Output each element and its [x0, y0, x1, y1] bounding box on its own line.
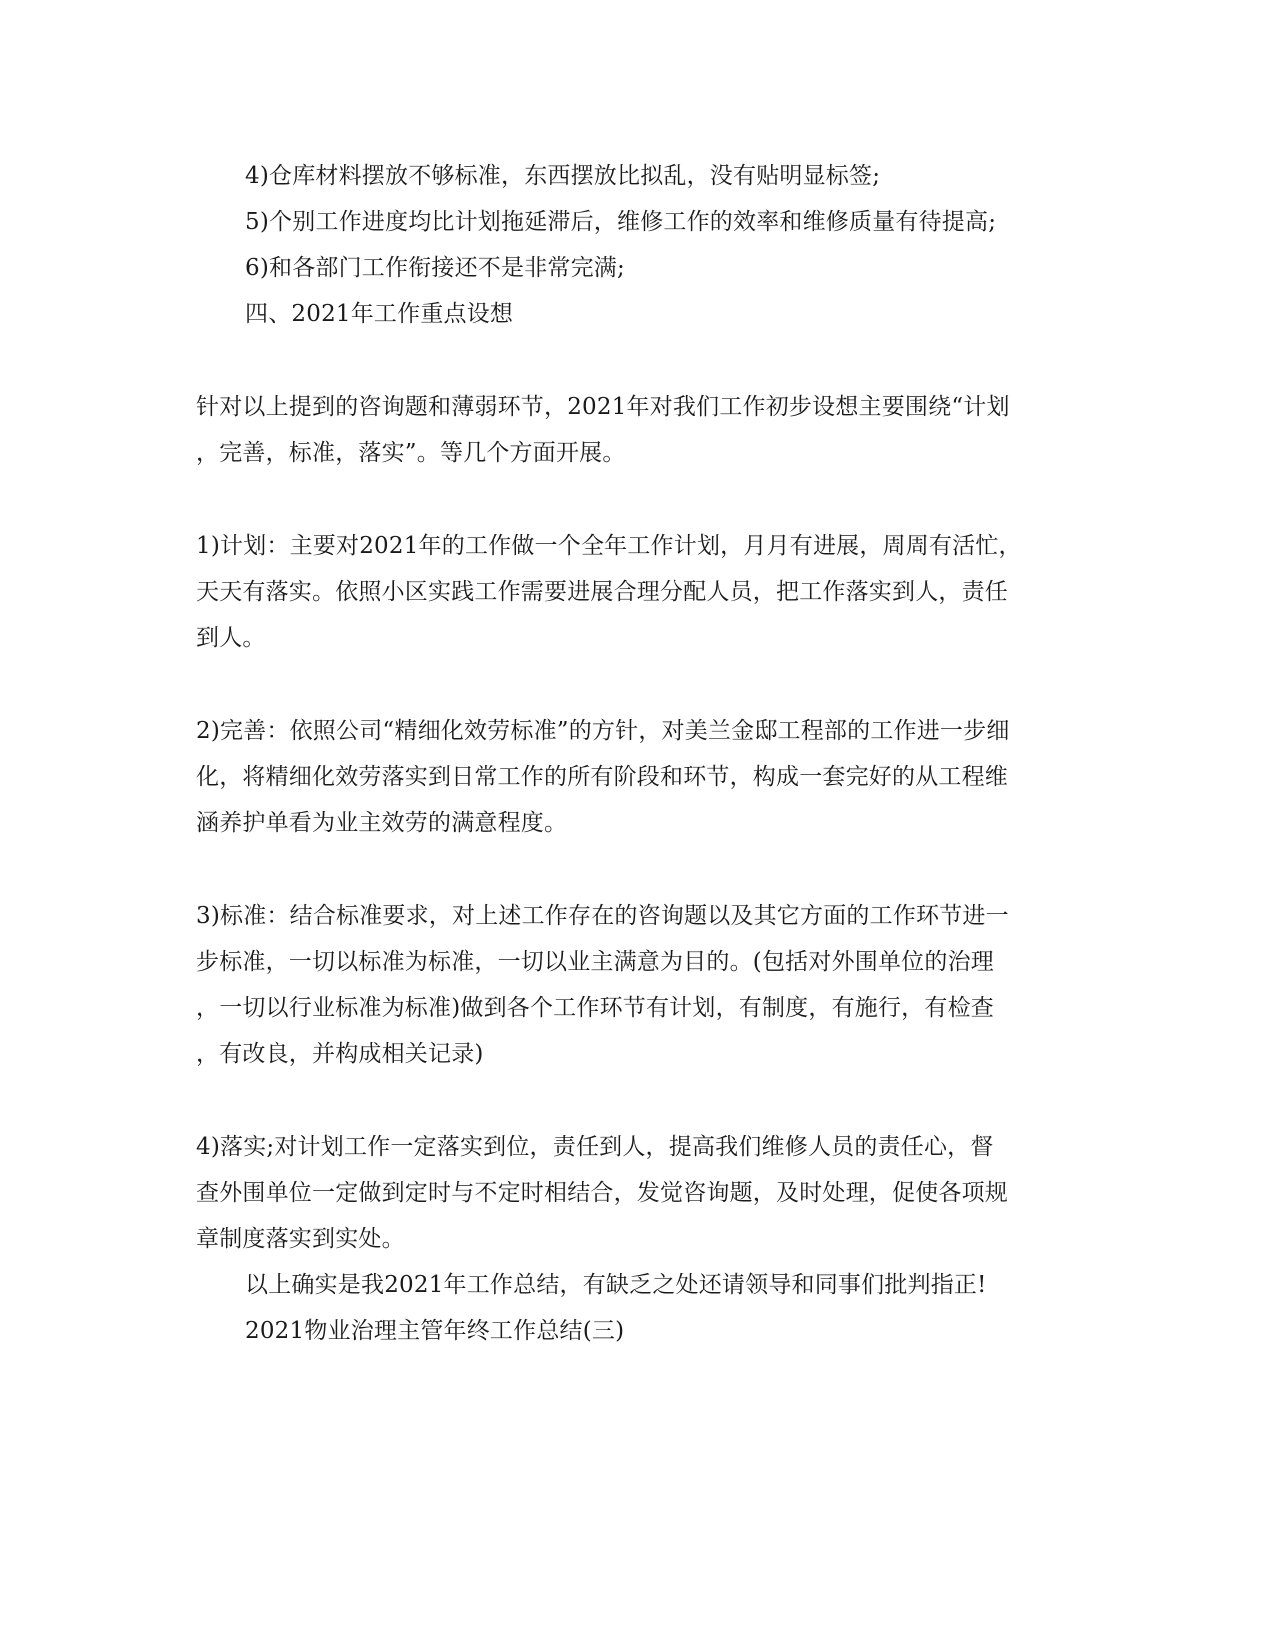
closing-statement: 以上确实是我2021年工作总结，有缺乏之处还请领导和同事们批判指正!: [245, 1272, 987, 1298]
plan-paragraph-line-1: 1)计划：主要对2021年的工作做一个全年工作计划，月月有进展，周周有活忙，: [196, 533, 1022, 559]
list-item-6-coordination: 6)和各部门工作衔接还不是非常完满;: [245, 255, 625, 281]
plan-paragraph-line-3: 到人。: [196, 625, 266, 651]
improve-paragraph-line-3: 涵养护单看为业主效劳的满意程度。: [196, 810, 568, 836]
list-item-4-warehouse: 4)仓库材料摆放不够标准，东西摆放比拟乱，没有贴明显标签;: [245, 163, 881, 189]
next-section-title: 2021物业治理主管年终工作总结(三): [245, 1318, 625, 1344]
standard-paragraph-line-4: ，有改良，并构成相关记录): [196, 1041, 484, 1067]
improve-paragraph-line-2: 化，将精细化效劳落实到日常工作的所有阶段和环节，构成一套完好的从工程维: [196, 764, 1008, 790]
improve-paragraph-line-1: 2)完善：依照公司“精细化效劳标准”的方针，对美兰金邸工程部的工作进一步细: [196, 718, 1010, 744]
list-item-5-progress: 5)个别工作进度均比计划拖延滞后，维修工作的效率和维修质量有待提高;: [245, 209, 997, 235]
implement-paragraph-line-1: 4)落实;对计划工作一定落实到位，责任到人，提高我们维修人员的责任心，督: [196, 1134, 994, 1160]
implement-paragraph-line-3: 章制度落实到实处。: [196, 1226, 405, 1252]
plan-paragraph-line-2: 天天有落实。依照小区实践工作需要进展合理分配人员，把工作落实到人，责任: [196, 579, 1008, 605]
implement-paragraph-line-2: 查外围单位一定做到定时与不定时相结合，发觉咨询题，及时处理，促使各项规: [196, 1180, 1008, 1206]
section-heading-2021-plan: 四、2021年工作重点设想: [245, 301, 514, 327]
intro-paragraph-line-2: ，完善，标准，落实”。等几个方面开展。: [196, 440, 626, 466]
standard-paragraph-line-2: 步标准，一切以标准为标准，一切以业主满意为目的。(包括对外围单位的治理: [196, 949, 994, 975]
standard-paragraph-line-1: 3)标准：结合标准要求，对上述工作存在的咨询题以及其它方面的工作环节进一: [196, 903, 1009, 929]
standard-paragraph-line-3: ，一切以行业标准为标准)做到各个工作环节有计划，有制度，有施行，有检查: [196, 995, 994, 1021]
intro-paragraph-line-1: 针对以上提到的咨询题和薄弱环节，2021年对我们工作初步设想主要围绕“计划: [196, 394, 1010, 420]
